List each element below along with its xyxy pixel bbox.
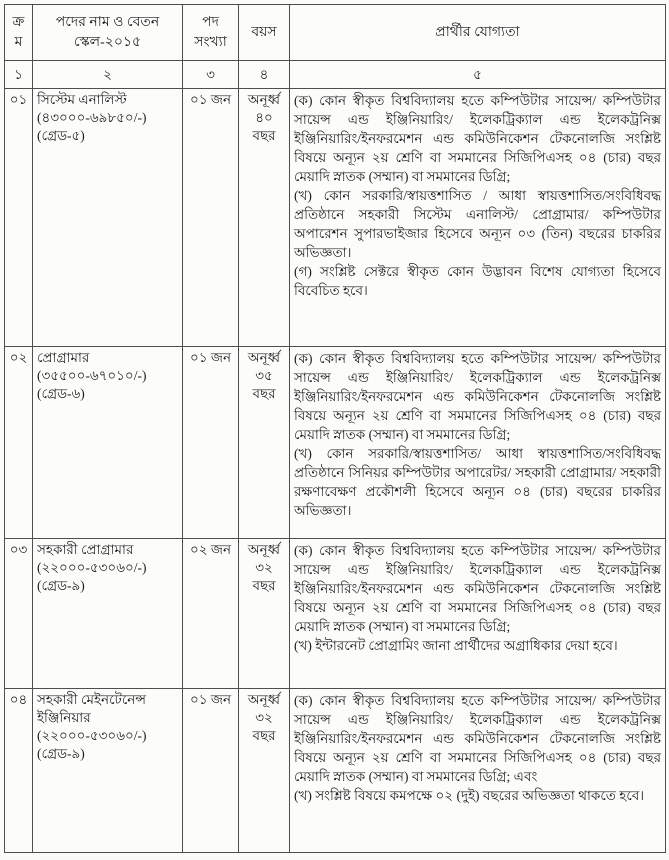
qualification-item-kha: (খ) কোন সরকারি/স্বায়ত্তশাসিত/ আধা স্বায়ত্তশাসিত/সংবিধিবদ্ধ প্রতিষ্ঠানে সিনিয়র কম্পিউটার অপারেটর/ সহকারী প্রোগ্রামার/ সহকারী রক্ষণাবেক্ষণ প্রকৌশলী হিসেবে অন্যূন ০৪ (চার) বছরের চাকরির অভিজ্ঞতা। [294,446,661,518]
post-name: প্রোগ্রামার [37,350,90,365]
job-circular-table [4,4,666,853]
pay-scale: (২২০০০-৫৩০৬০/-) [37,560,147,575]
pay-scale: (২২০০০-৫৩০৬০/-) [37,728,147,743]
age-limit: অনূর্ধ্ব ৪০ বছর [239,89,290,347]
column-number-row [5,61,666,89]
table-row-programmer [5,347,666,539]
qualification-item-kha: (খ) কোন সরকারি/স্বায়ত্তশাসিত / আধা স্বায়ত্তশাসিত/সংবিধিবদ্ধ প্রতিষ্ঠানে সহকারী সিস্টেম এনালিস্ট/ প্রোগ্রামার/ কম্পিউটার অপারেশন সুপারভাইজার হিসেবে অন্যূন ০৩ (তিন) বছরের চাকরির অভিজ্ঞতা। [294,188,661,260]
table-row-system-analyst [5,89,666,347]
column-header-qualification: প্রার্থীর যোগ্যতা [290,5,666,61]
serial-number: ০৩ [5,539,33,689]
qualification-cell [290,689,666,853]
post-name-cell [33,689,183,853]
qualification-item-ka: (ক) কোন স্বীকৃত বিশ্ববিদ্যালয় হতে কম্পিউটার সায়েন্স/ কম্পিউটার সায়েন্স এন্ড ইঞ্জিনিয়ারিং/ ইলেকট্রিক্যাল এন্ড ইলেকট্রনিক্স ইঞ্জিনিয়ারিং/ইনফরমেশন এন্ড কমিউনিকেশন টেকনোলজি সংশ্লিষ্ট বিষয়ে অন্যূন ২য় শ্রেণি বা সমমানের সিজিপিএসহ ০৪ (চার) বছর মেয়াদি স্নাতক (সম্মান) বা সমমানের ডিগ্রি; এবং [294,693,661,784]
pay-scale: (৩৫৫০০-৬৭০১০/-) [37,368,147,383]
post-name-cell [33,539,183,689]
post-name: সহকারী মেইনটেনেন্স ইঞ্জিনিয়ার [37,692,146,725]
grade: (গ্রেড-৫) [37,128,85,143]
qualification-item-ka: (ক) কোন স্বীকৃত বিশ্ববিদ্যালয় হতে কম্পিউটার সায়েন্স/ কম্পিউটার সায়েন্স এন্ড ইঞ্জিনিয়ারিং/ ইলেকট্রিক্যাল এন্ড ইলেকট্রনিক্স ইঞ্জিনিয়ারিং/ইনফরমেশন এন্ড কমিউনিকেশন টেকনোলজি সংশ্লিষ্ট বিষয়ে অন্যূন ২য় শ্রেণি বা সমমানের সিজিপিএসহ ০৪ (চার) বছর মেয়াদি স্নাতক (সম্মান) বা সমমানের ডিগ্রি; [294,543,661,634]
qualification-item-kha: (খ) সংশ্লিষ্ট বিষয়ে কমপক্ষে ০২ (দুই) বছরের অভিজ্ঞতা থাকতে হবে। [294,788,645,803]
serial-number: ০২ [5,347,33,539]
age-limit: অনূর্ধ্ব ৩৫ বছর [239,347,290,539]
age-limit: অনূর্ধ্ব ৩২ বছর [239,689,290,853]
qualification-item-ka: (ক) কোন স্বীকৃত বিশ্ববিদ্যালয় হতে কম্পিউটার সায়েন্স/ কম্পিউটার সায়েন্স এন্ড ইঞ্জিনিয়ারিং/ ইলেকট্রিক্যাল এন্ড ইলেকট্রনিক্স ইঞ্জিনিয়ারিং/ইনফরমেশন এন্ড কমিউনিকেশন টেকনোলজি সংশ্লিষ্ট বিষয়ে অন্যূন ২য় শ্রেণি বা সমমানের সিজিপিএসহ ০৪ (চার) বছর মেয়াদি স্নাতক (সম্মান) বা সমমানের ডিগ্রি; [294,93,661,184]
column-number-3: ৩ [183,61,239,89]
post-name-cell [33,347,183,539]
vacancy-count: ০১ জন [183,347,239,539]
vacancy-count: ০২ জন [183,539,239,689]
serial-number: ০৪ [5,689,33,853]
qualification-cell [290,347,666,539]
post-name: সহকারী প্রোগ্রামার [37,542,134,557]
pay-scale: (৪৩০০০-৬৯৮৫০/-) [37,110,147,125]
column-number-4: ৪ [239,61,290,89]
column-header-age: বয়স [239,5,290,61]
qualification-item-kha: (খ) ইন্টারনেট প্রোগ্রামিং জানা প্রার্থীদের অগ্রাধিকার দেয়া হবে। [294,638,618,653]
grade: (গ্রেড-৬) [37,386,85,401]
qualification-cell [290,89,666,347]
column-number-5: ৫ [290,61,666,89]
grade: (গ্রেড-৯) [37,578,85,593]
column-number-2: ২ [33,61,183,89]
serial-number: ০১ [5,89,33,347]
qualification-item-ga: (গ) সংশ্লিষ্ট সেক্টরে স্বীকৃত কোন উদ্ভাবন বিশেষ যোগ্যতা হিসেবে বিবেচিত হবে। [294,264,661,298]
vacancy-count: ০১ জন [183,89,239,347]
qualification-item-ka: (ক) কোন স্বীকৃত বিশ্ববিদ্যালয় হতে কম্পিউটার সায়েন্স/ কম্পিউটার সায়েন্স এন্ড ইঞ্জিনিয়ারিং/ ইলেকট্রিক্যাল এন্ড ইলেকট্রনিক্স ইঞ্জিনিয়ারিং/ইনফরমেশন এন্ড কমিউনিকেশন টেকনোলজি সংশ্লিষ্ট বিষয়ে অন্যূন ২য় শ্রেণি বা সমমানের সিজিপিএসহ ০৪ (চার) বছর মেয়াদি স্নাতক (সম্মান) বা সমমানের ডিগ্রি; [294,351,661,442]
column-header-post-name: পদের নাম ও বেতন স্কেল-২০১৫ [33,5,183,61]
column-number-1: ১ [5,61,33,89]
table-header-row [5,5,666,61]
post-name-cell [33,89,183,347]
column-header-post-count: পদ সংখ্যা [183,5,239,61]
grade: (গ্রেড-৯) [37,746,85,761]
column-header-serial: ক্রম [5,5,33,61]
age-limit: অনূর্ধ্ব ৩২ বছর [239,539,290,689]
vacancy-count: ০১ জন [183,689,239,853]
qualification-cell [290,539,666,689]
table-row-assistant-maintenance-engineer [5,689,666,853]
table-row-assistant-programmer [5,539,666,689]
post-name: সিস্টেম এনালিস্ট [37,92,127,107]
